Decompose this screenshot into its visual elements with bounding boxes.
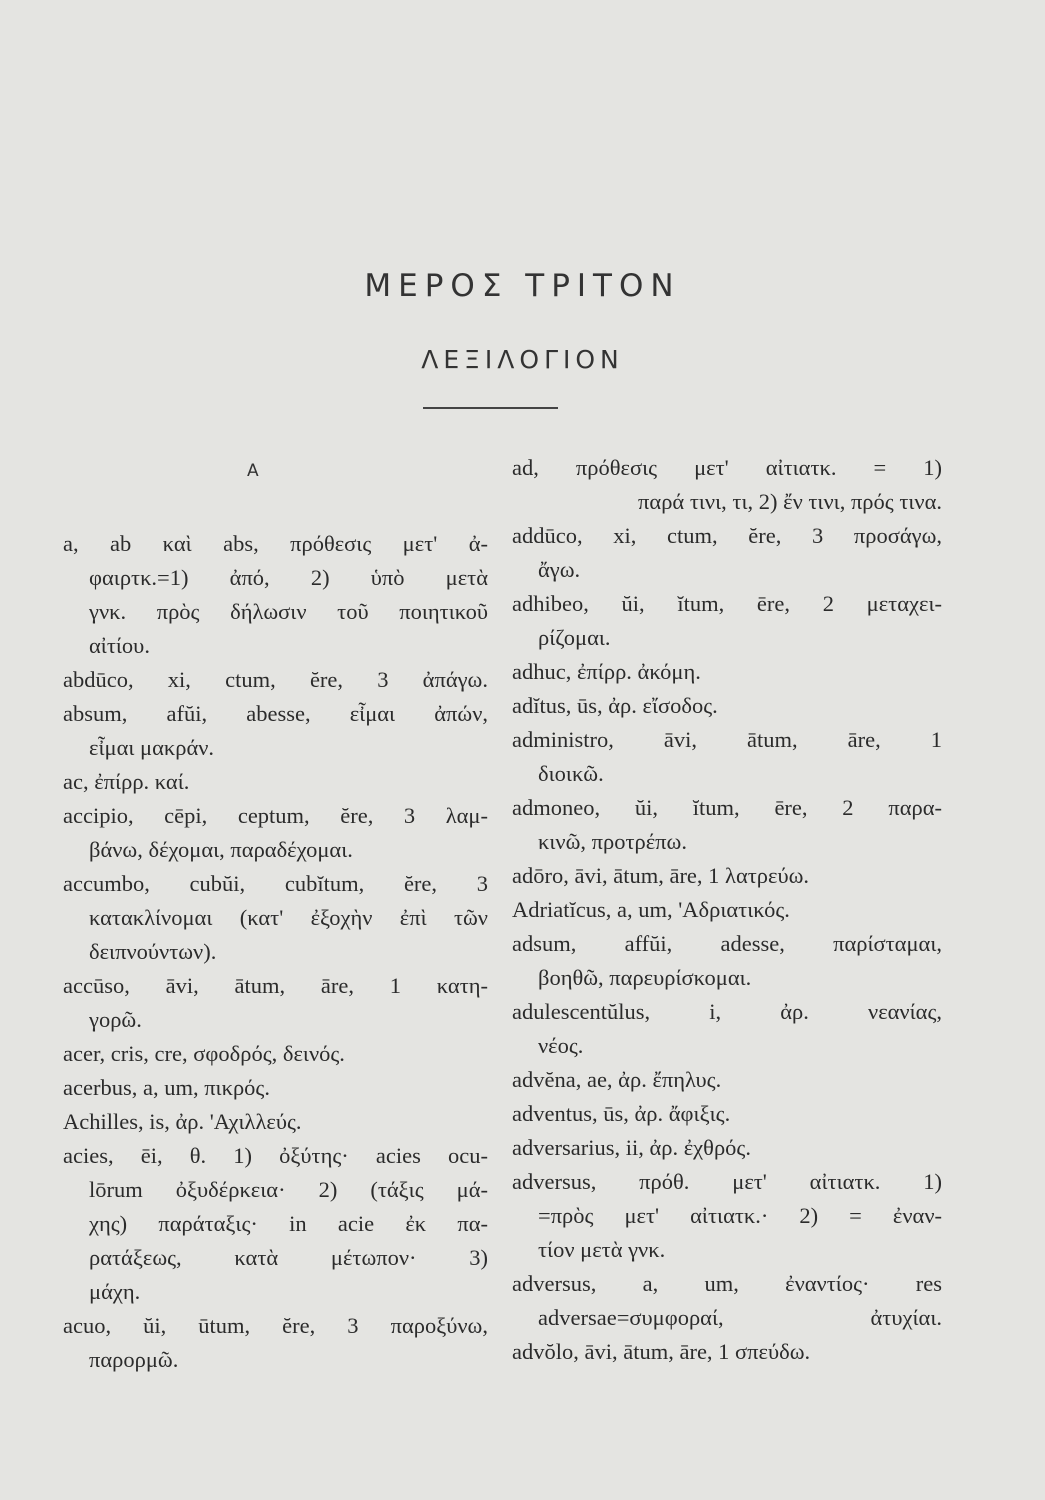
dictionary-line: a, ab καὶ abs, πρόθεσις μετ' ἀ- xyxy=(63,531,488,556)
letter-heading: Α xyxy=(247,461,259,481)
dictionary-line: δειπνούντων). xyxy=(89,939,217,964)
dictionary-line: acuo, ŭi, ūtum, ĕre, 3 παροξύνω, xyxy=(63,1313,488,1338)
dictionary-line: Achilles, is, ἀρ. 'Αχιλλεύς. xyxy=(63,1109,302,1134)
dictionary-line: abdūco, xi, ctum, ĕre, 3 ἀπάγω. xyxy=(63,667,488,692)
dictionary-line: χης) παράταξις· in acie ἐκ πα- xyxy=(89,1211,488,1236)
dictionary-line: βοηθῶ, παρευρίσκομαι. xyxy=(538,965,752,990)
dictionary-line: adulescentŭlus, i, ἀρ. νεανίας, xyxy=(512,999,942,1024)
dictionary-line: γορῶ. xyxy=(89,1007,142,1032)
dictionary-line: administro, āvi, ātum, āre, 1 xyxy=(512,727,942,752)
dictionary-line: accumbo, cubŭi, cubĭtum, ĕre, 3 xyxy=(63,871,488,896)
dictionary-line: admoneo, ŭi, ĭtum, ēre, 2 παρα- xyxy=(512,795,942,820)
dictionary-line: addūco, xi, ctum, ĕre, 3 προσάγω, xyxy=(512,523,942,548)
dictionary-line: ἄγω. xyxy=(538,557,581,582)
dictionary-line: αἰτίου. xyxy=(89,633,150,658)
dictionary-line: acer, cris, cre, σφοδρός, δεινός. xyxy=(63,1041,345,1066)
dictionary-line: lōrum ὀξυδέρκεια· 2) (τάξις μά- xyxy=(89,1177,488,1202)
dictionary-line: absum, afŭi, abesse, εἶμαι ἀπών, xyxy=(63,701,488,726)
dictionary-line: παρορμῶ. xyxy=(89,1347,179,1372)
dictionary-line: adversus, πρόθ. μετ' αἰτιατκ. 1) xyxy=(512,1169,942,1194)
dictionary-line: adversarius, ii, ἀρ. ἐχθρός. xyxy=(512,1135,751,1160)
dictionary-line: Adriatĭcus, a, um, 'Αδριατικός. xyxy=(512,897,790,922)
dictionary-line: εἶμαι μακράν. xyxy=(89,735,215,760)
right-column xyxy=(512,451,942,1369)
dictionary-line: διοικῶ. xyxy=(538,761,604,786)
dictionary-line: ρίζομαι. xyxy=(538,625,611,650)
dictionary-line: acies, ēi, θ. 1) ὀξύτης· acies ocu- xyxy=(63,1143,488,1168)
dictionary-line: acerbus, a, um, πικρός. xyxy=(63,1075,270,1100)
dictionary-line: adhibeo, ŭi, ĭtum, ēre, 2 μεταχει- xyxy=(512,591,942,616)
part-title: ΜΕΡΟΣ ΤΡΙΤΟΝ xyxy=(364,268,681,304)
section-title: ΛΕΞΙΛΟΓΙΟΝ xyxy=(421,345,624,374)
dictionary-line: νέος. xyxy=(538,1033,584,1058)
dictionary-line: adhuc, ἐπίρρ. ἀκόμη. xyxy=(512,659,701,684)
dictionary-line: advŏlo, āvi, ātum, āre, 1 σπεύδω. xyxy=(512,1339,811,1364)
dictionary-line: accipio, cēpi, ceptum, ĕre, 3 λαμ- xyxy=(63,803,488,828)
dictionary-line: ρατάξεως, κατὰ μέτωπον· 3) xyxy=(89,1245,488,1270)
dictionary-line: adventus, ūs, ἀρ. ἄφιξις. xyxy=(512,1101,731,1126)
dictionary-line: ad, πρόθεσις μετ' αἰτιατκ. = 1) xyxy=(512,455,942,480)
dictionary-line: γνκ. πρὸς δήλωσιν τοῦ ποιητικοῦ xyxy=(89,599,488,624)
dictionary-line: φαιρτκ.=1) ἀπό, 2) ὑπὸ μετὰ xyxy=(89,565,488,590)
dictionary-line: adsum, affŭi, adesse, παρίσταμαι, xyxy=(512,931,942,956)
dictionary-line: accūso, āvi, ātum, āre, 1 κατη- xyxy=(63,973,488,998)
dictionary-line: adversae=συμφοραί, ἀτυχίαι. xyxy=(538,1305,942,1330)
dictionary-line: advĕna, ae, ἀρ. ἔπηλυς. xyxy=(512,1067,722,1092)
dictionary-line: κατακλίνομαι (κατ' ἐξοχὴν ἐπὶ τῶν xyxy=(89,905,488,930)
dictionary-line: adĭtus, ūs, ἀρ. εἴσοδος. xyxy=(512,693,718,718)
dictionary-line: =πρὸς μετ' αἰτιατκ.· 2) = ἐναν- xyxy=(538,1203,942,1228)
dictionary-line: μάχη. xyxy=(89,1279,141,1304)
title-divider xyxy=(423,407,558,409)
dictionary-line: ac, ἐπίρρ. καί. xyxy=(63,769,190,794)
dictionary-line: τίον μετὰ γνκ. xyxy=(538,1237,666,1262)
left-column xyxy=(63,527,488,1377)
dictionary-line: adversus, a, um, ἐναντίος· res xyxy=(512,1271,942,1296)
dictionary-line: adōro, āvi, ātum, āre, 1 λατρεύω. xyxy=(512,863,810,888)
dictionary-line: βάνω, δέχομαι, παραδέχομαι. xyxy=(89,837,353,862)
dictionary-line: παρά τινι, τι, 2) ἔν τινι, πρός τινα. xyxy=(638,489,942,514)
dictionary-line: κινῶ, προτρέπω. xyxy=(538,829,687,854)
